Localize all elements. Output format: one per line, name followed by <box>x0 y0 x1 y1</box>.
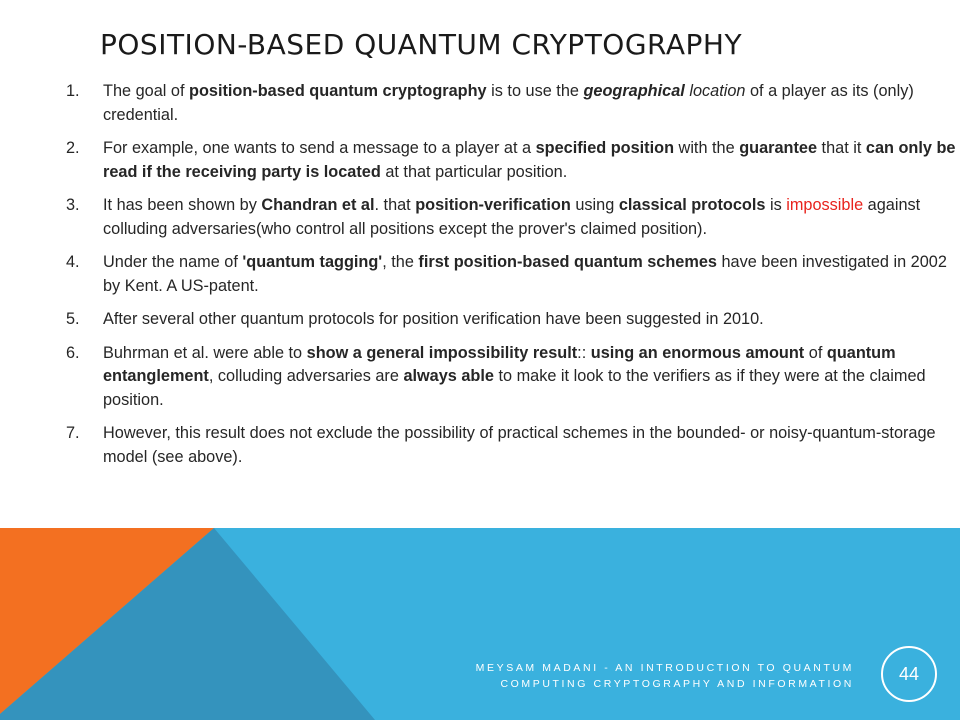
body-text: of a player as its (only) credential. <box>103 82 914 124</box>
emphasis-text: show a general impossibility result <box>306 343 578 362</box>
list-item <box>66 422 956 469</box>
body-text: with the <box>674 139 740 157</box>
list-item-number: 4. <box>66 253 80 271</box>
body-text: at that particular position. <box>380 162 568 181</box>
list-item <box>66 308 956 332</box>
emphasis-text: classical protocols <box>618 196 766 214</box>
body-text: using <box>570 196 619 214</box>
body-text: is <box>765 196 787 214</box>
list-item <box>66 137 956 184</box>
body-text: , the <box>382 253 419 271</box>
body-text: to make it look to the verifiers as if they were at the claimed position. <box>103 367 926 409</box>
list-item-number: 3. <box>66 196 80 214</box>
body-text: :: <box>577 343 591 362</box>
list-item <box>66 194 956 241</box>
footer-line-2: COMPUTING CRYPTOGRAPHY AND INFORMATION <box>500 678 854 690</box>
emphasis-text: can only be read if the receiving party is located <box>103 139 956 181</box>
emphasis-text: using an enormous amount <box>590 343 805 362</box>
body-text: . that <box>374 196 416 214</box>
emphasis-text: first position-based quantum schemes <box>418 253 717 271</box>
body-text: Buhrman et al. were able to <box>103 343 307 362</box>
body-text: against colluding adversaries(who control all positions except the prover's claimed position). <box>103 196 921 238</box>
body-text: After several other quantum protocols for position verification have been suggested in 2010. <box>103 310 764 328</box>
emphasis-text: geographical <box>583 82 685 100</box>
list-item <box>66 251 956 298</box>
page-number-badge <box>881 646 937 702</box>
emphasis-text: Chandran et al <box>261 196 375 214</box>
emphasis-text: guarantee <box>739 139 818 157</box>
bullet-list <box>66 80 956 479</box>
emphasis-text: quantum entanglement <box>103 343 896 385</box>
body-text: , colluding adversaries are <box>208 367 404 385</box>
body-text: The goal of <box>103 82 189 100</box>
list-item-number: 7. <box>66 424 80 442</box>
list-item-number: 1. <box>66 82 80 100</box>
highlight-text: impossible <box>786 196 864 214</box>
list-item <box>66 80 956 127</box>
emphasis-text: 'quantum tagging' <box>242 253 383 271</box>
body-text: of <box>804 343 827 362</box>
body-text: Under the name of <box>103 253 243 271</box>
body-text: that it <box>817 139 866 157</box>
footer-line-1: MEYSAM MADANI - AN INTRODUCTION TO QUANTUM <box>475 662 854 674</box>
body-text: For example, one wants to send a message to a player at a <box>103 139 536 157</box>
list-item-number: 2. <box>66 139 80 157</box>
body-text: is to use the <box>486 82 584 100</box>
footer-text <box>384 660 854 692</box>
body-text: However, this result does not exclude the possibility of practical schemes in the bounded- or noisy-quantum-storage model (see above). <box>103 424 936 466</box>
body-text: location <box>689 82 746 100</box>
list-item-number: 6. <box>66 343 80 362</box>
slide-title: POSITION-BASED QUANTUM CRYPTOGRAPHY <box>100 28 743 61</box>
emphasis-text: always able <box>403 367 494 385</box>
emphasis-text: specified position <box>535 139 675 157</box>
list-item-number: 5. <box>66 310 80 328</box>
emphasis-text: position-based quantum cryptography <box>189 82 487 100</box>
page-number: 44 <box>898 663 920 684</box>
body-text: It has been shown by <box>103 196 262 214</box>
body-text: have been investigated in 2002 by Kent. A US-patent. <box>103 253 947 295</box>
list-item <box>66 342 956 413</box>
emphasis-text: position-verification <box>415 196 571 214</box>
